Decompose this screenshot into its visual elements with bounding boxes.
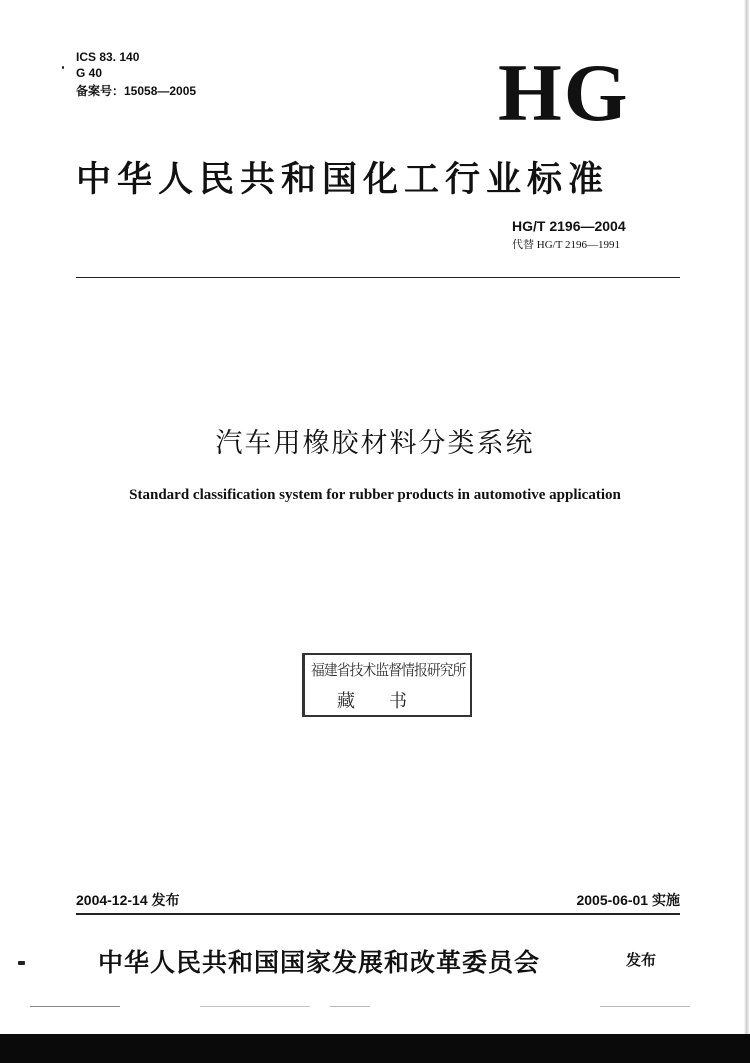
scan-speck [18,961,25,965]
stamp-collection: 藏书 [337,691,441,712]
stamp-institution: 福建省技术监督情报研究所 [311,661,466,679]
header-divider [76,277,680,278]
scan-dash [330,1006,370,1007]
footer-divider [76,913,680,915]
publisher: 中华人民共和国国家发展和改革委员会 [98,948,541,977]
scan-right-edge [744,0,750,1034]
issue-date: 2004-12-14 发布 [76,892,180,908]
replaces-note: 代替 HG/T 2196—1991 [512,239,620,251]
publish-label: 发布 [626,952,657,969]
record-number: 备案号：15058—2005 [76,84,197,98]
implementation-date: 2005-06-01 实施 [576,892,680,908]
scan-speck [62,66,64,69]
industry-mark: HG [498,47,630,138]
ics-code: ICS 83. 140 [76,50,140,64]
scan-dash [30,1006,120,1007]
standard-number: HG/T 2196—2004 [512,218,626,234]
library-stamp [302,653,472,717]
ccs-code: G 40 [76,66,103,80]
english-title: Standard classification system for rubber products in automotive application [129,487,621,503]
scan-dash [200,1006,310,1007]
scan-dash [600,1006,690,1007]
standard-title: 中华人民共和国化工行业标准 [76,159,610,200]
scan-bottom-band [0,1034,750,1063]
chinese-title: 汽车用橡胶材料分类系统 [215,428,535,458]
